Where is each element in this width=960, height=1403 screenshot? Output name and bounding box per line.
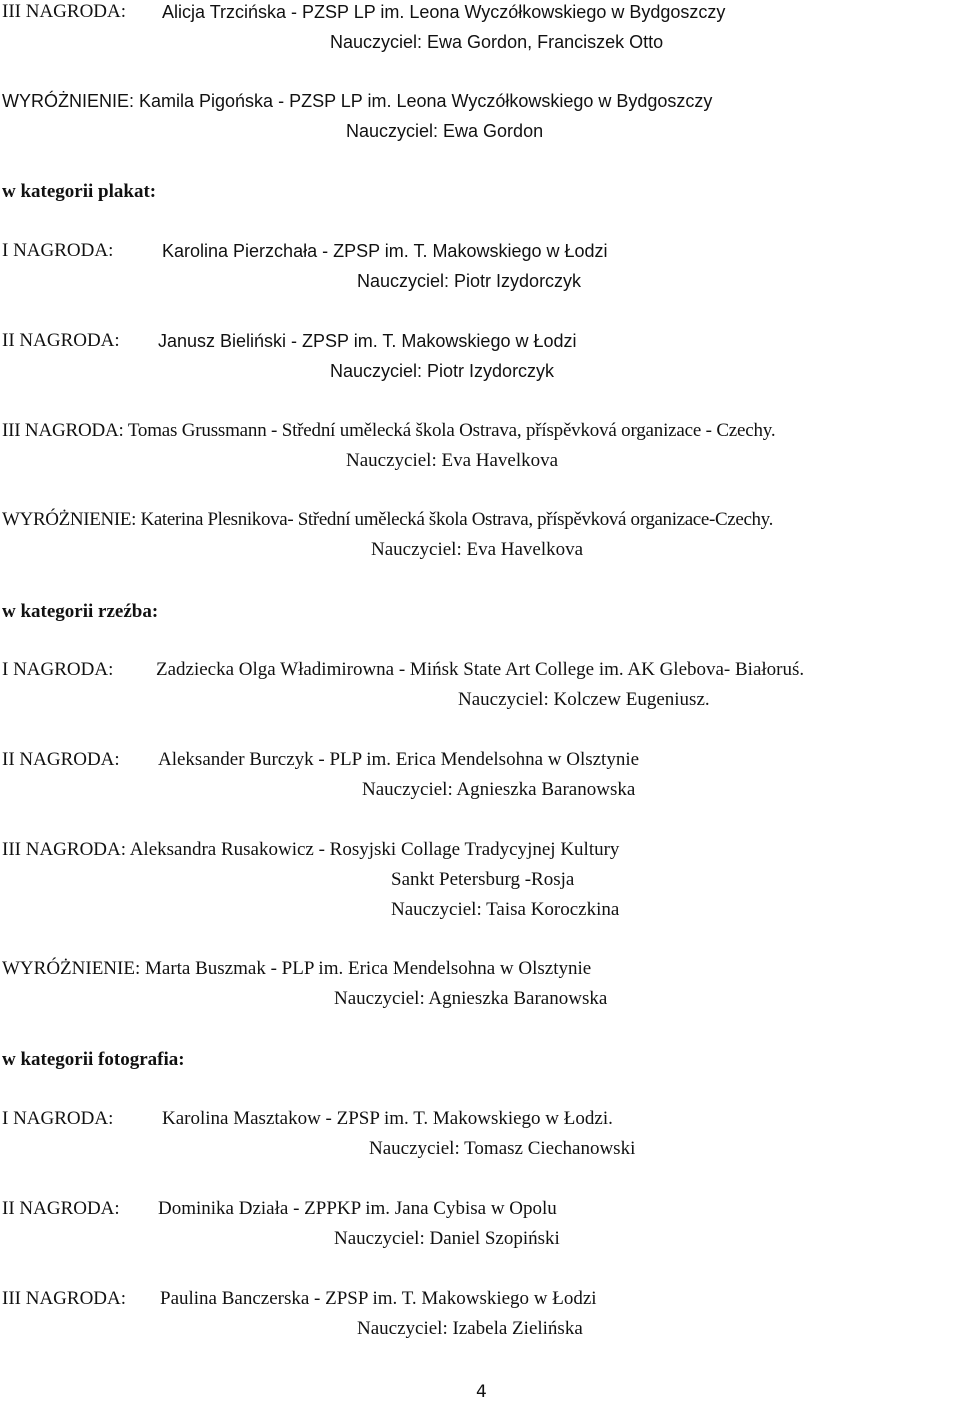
teacher-line: Nauczyciel: Taisa Koroczkina bbox=[391, 899, 620, 920]
distinction-entry: WYRÓŻNIENIE: Kamila Pigońska - PZSP LP im. Leona Wyczółkowskiego w Bydgoszczy bbox=[2, 91, 713, 111]
category-heading-poster: w kategorii plakat: bbox=[2, 181, 157, 202]
teacher-line: Nauczyciel: Daniel Szopiński bbox=[334, 1228, 560, 1249]
award-entry: Dominika Działa - ZPPKP im. Jana Cybisa w Opolu bbox=[158, 1198, 557, 1219]
teacher-line: Nauczyciel: Piotr Izydorczyk bbox=[330, 361, 555, 381]
award-entry: Alicja Trzcińska - PZSP LP im. Leona Wyczółkowskiego w Bydgoszczy bbox=[162, 2, 726, 22]
award-label: III NAGRODA: bbox=[2, 1, 127, 22]
award-entry: Karolina Pierzchała - ZPSP im. T. Makowskiego w Łodzi bbox=[162, 241, 608, 261]
category-heading-sculpture: w kategorii rzeźba: bbox=[2, 601, 159, 622]
award-label: II NAGRODA: bbox=[2, 330, 120, 351]
award-label: I NAGRODA: bbox=[2, 1108, 114, 1129]
page-number: 4 bbox=[476, 1382, 487, 1402]
distinction-entry: WYRÓŻNIENIE: Marta Buszmak - PLP im. Erica Mendelsohna w Olsztynie bbox=[2, 958, 592, 979]
award-label: I NAGRODA: bbox=[2, 240, 114, 261]
teacher-line: Nauczyciel: Eva Havelkova bbox=[371, 539, 584, 560]
award-label: II NAGRODA: bbox=[2, 749, 120, 770]
teacher-line: Nauczyciel: Ewa Gordon bbox=[346, 121, 544, 141]
award-entry: III NAGRODA: Aleksandra Rusakowicz - Rosyjski Collage Tradycyjnej Kultury bbox=[2, 839, 620, 860]
teacher-line: Nauczyciel: Kolczew Eugeniusz. bbox=[458, 689, 710, 710]
award-label: I NAGRODA: bbox=[2, 659, 114, 680]
distinction-entry: WYRÓŻNIENIE: Katerina Plesnikova- Střední umělecká škola Ostrava, příspěvková organizace-Czechy. bbox=[2, 509, 773, 530]
teacher-line: Nauczyciel: Tomasz Ciechanowski bbox=[369, 1138, 636, 1159]
teacher-line: Nauczyciel: Ewa Gordon, Franciszek Otto bbox=[330, 32, 664, 52]
teacher-line: Nauczyciel: Agnieszka Baranowska bbox=[334, 988, 608, 1009]
category-heading-photography: w kategorii fotografia: bbox=[2, 1049, 185, 1070]
teacher-line: Nauczyciel: Agnieszka Baranowska bbox=[362, 779, 636, 800]
award-entry: Zadziecka Olga Władimirowna - Mińsk State Art College im. AK Glebova- Białoruś. bbox=[156, 659, 805, 680]
award-label: III NAGRODA: bbox=[2, 1288, 127, 1309]
teacher-line: Nauczyciel: Piotr Izydorczyk bbox=[357, 271, 582, 291]
teacher-line: Nauczyciel: Eva Havelkova bbox=[346, 450, 559, 471]
award-entry: III NAGRODA: Tomas Grussmann - Střední umělecká škola Ostrava, příspěvková organizace - Czechy. bbox=[2, 420, 776, 441]
award-entry: Aleksander Burczyk - PLP im. Erica Mendelsohna w Olsztynie bbox=[158, 749, 640, 770]
award-label: II NAGRODA: bbox=[2, 1198, 120, 1219]
school-city-line: Sankt Petersburg -Rosja bbox=[391, 869, 575, 890]
award-entry: Karolina Masztakow - ZPSP im. T. Makowskiego w Łodzi. bbox=[162, 1108, 613, 1129]
award-entry: Janusz Bieliński - ZPSP im. T. Makowskiego w Łodzi bbox=[158, 331, 577, 351]
award-entry: Paulina Banczerska - ZPSP im. T. Makowskiego w Łodzi bbox=[160, 1288, 597, 1309]
teacher-line: Nauczyciel: Izabela Zielińska bbox=[357, 1318, 583, 1339]
